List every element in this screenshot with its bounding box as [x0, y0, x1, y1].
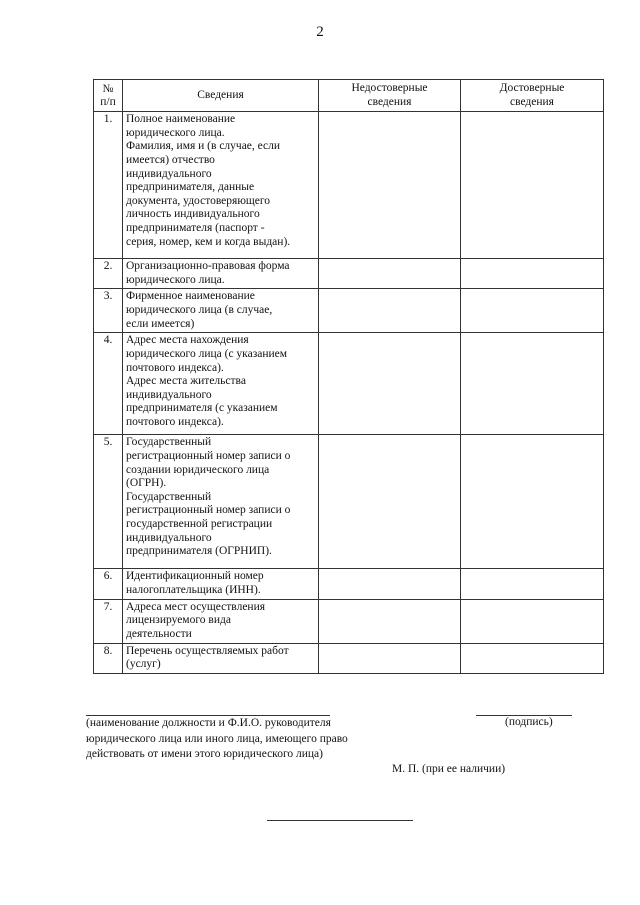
unreliable-cell[interactable] [319, 569, 461, 599]
table-row [94, 569, 604, 599]
table-row [94, 289, 604, 333]
reliable-cell[interactable] [461, 259, 604, 289]
unreliable-cell[interactable] [319, 643, 461, 673]
row-description: Адреса мест осуществления лицензируемого вида деятельности [123, 599, 319, 643]
reliable-cell[interactable] [461, 112, 604, 259]
table-row [94, 112, 604, 259]
row-number: 7. [94, 599, 123, 643]
unreliable-cell[interactable] [319, 289, 461, 333]
row-description: Перечень осуществляемых работ (услуг) [123, 643, 319, 673]
reliable-cell[interactable] [461, 435, 604, 569]
row-number: 5. [94, 435, 123, 569]
table-row [94, 259, 604, 289]
unreliable-cell[interactable] [319, 435, 461, 569]
page-number: 2 [316, 24, 324, 40]
row-number: 2. [94, 259, 123, 289]
bottom-separator-line [267, 820, 413, 821]
table-row [94, 599, 604, 643]
signature-label: (подпись) [505, 716, 553, 728]
table-row [94, 333, 604, 435]
row-description: Адрес места нахождения юридического лица (с указанием почтового индекса). Адрес места жительства индивидуального предпринимателя (с указанием почтового индекса). [123, 333, 319, 435]
row-description: Организационно-правовая форма юридического лица. [123, 259, 319, 289]
row-description: Государственный регистрационный номер записи о создании юридического лица (ОГРН). Государственный регистрационный номер записи о государственной регистрации индивидуального предпринимателя (ОГРНИП). [123, 435, 319, 569]
row-number: 4. [94, 333, 123, 435]
row-number: 3. [94, 289, 123, 333]
row-description: Полное наименование юридического лица. Фамилия, имя и (в случае, если имеется) отчество индивидуального предпринимателя, данные документа, удостоверяющего личность индивидуального предпринимателя (паспорт - серия, номер, кем и когда выдан). [123, 112, 319, 259]
unreliable-cell[interactable] [319, 259, 461, 289]
header-reliable: Достоверные сведения [461, 80, 604, 112]
unreliable-cell[interactable] [319, 112, 461, 259]
header-number: № п/п [94, 80, 123, 112]
row-description: Фирменное наименование юридического лица (в случае, если имеется) [123, 289, 319, 333]
row-number: 1. [94, 112, 123, 259]
stamp-label: М. П. (при ее наличии) [392, 763, 506, 775]
row-description: Идентификационный номер налогоплательщика (ИНН). [123, 569, 319, 599]
table-header-row [94, 80, 604, 112]
signatory-caption: (наименование должности и Ф.И.О. руководителя юридического лица или иного лица, имеющего право действовать от имени этого юридического лица) [86, 717, 348, 760]
reliable-cell[interactable] [461, 599, 604, 643]
unreliable-cell[interactable] [319, 599, 461, 643]
table-row [94, 643, 604, 673]
header-info: Сведения [123, 80, 319, 112]
reliable-cell[interactable] [461, 569, 604, 599]
reliable-cell[interactable] [461, 333, 604, 435]
row-number: 8. [94, 643, 123, 673]
information-table [93, 79, 604, 674]
unreliable-cell[interactable] [319, 333, 461, 435]
table-row [94, 435, 604, 569]
reliable-cell[interactable] [461, 643, 604, 673]
row-number: 6. [94, 569, 123, 599]
reliable-cell[interactable] [461, 289, 604, 333]
header-unreliable: Недостоверные сведения [319, 80, 461, 112]
